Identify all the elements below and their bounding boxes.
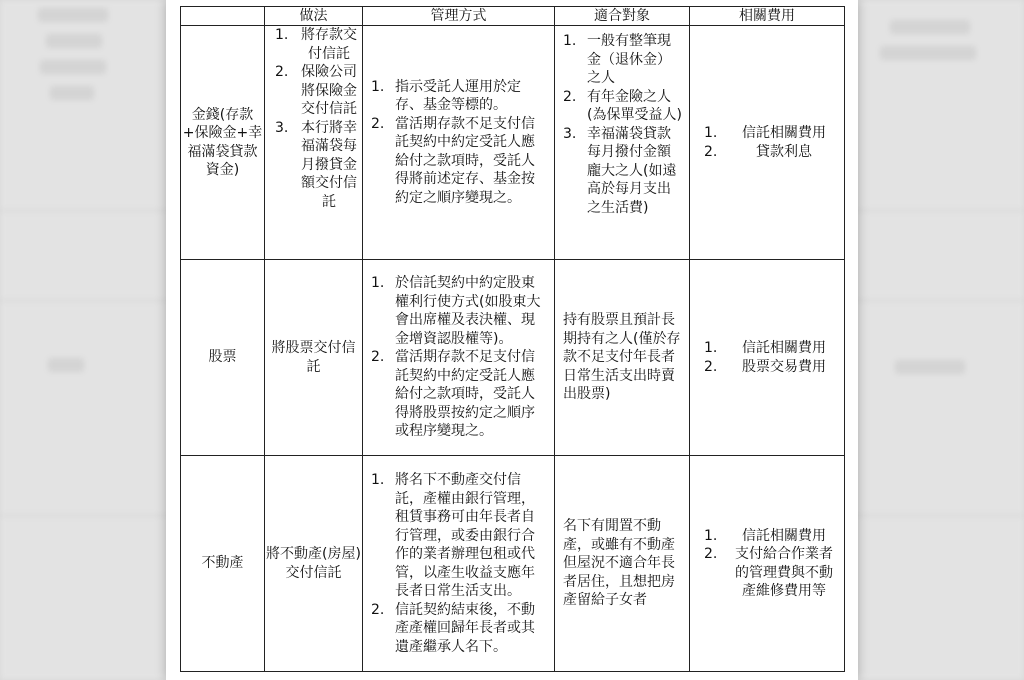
category-cell [181, 260, 265, 456]
fee-list [690, 339, 844, 376]
list-item: 2. 股票交易費用 [704, 358, 826, 375]
target-cell [555, 26, 690, 260]
category-cell [181, 26, 265, 260]
header-method: 做法 [265, 7, 363, 26]
target-list [555, 26, 689, 217]
document-page [166, 0, 858, 680]
trust-comparison-table [180, 6, 845, 672]
fee-cell [690, 456, 845, 672]
method-cell [265, 456, 363, 672]
header-target: 適合對象 [555, 7, 690, 26]
list-item: 3. 幸福滿袋貸款每月撥付金額龐大之人(如遠高於每月支出之生活費) [563, 125, 677, 216]
list-item: 1. 於信託契約中約定股東權利行使方式(如股東大會出席權及表決權、現金增資認股權等)。 [371, 275, 541, 347]
list-item: 2. 貸款利息 [704, 143, 812, 160]
target-cell [555, 456, 690, 672]
list-item: 2. 支付給合作業者的管理費與不動產維修費用等 [704, 546, 833, 599]
list-item: 1. 一般有整筆現金（退休金）之人 [563, 33, 671, 86]
list-item: 2. 有年金險之人(為保單受益人) [563, 88, 682, 123]
method-cell [265, 260, 363, 456]
list-item: 3. 本行將幸福滿袋每月撥貸金額交付信託 [275, 119, 357, 210]
list-item: 2. 當活期存款不足支付信託契約中約定受託人應給付之款項時，受託人得將前述定存、基金按約定之順序變現之。 [371, 115, 535, 206]
fee-list [690, 527, 844, 601]
method-text: 將股票交付信託 [271, 340, 356, 375]
list-item: 1. 將存款交付信託 [275, 27, 357, 62]
management-cell [363, 456, 555, 672]
method-list [265, 26, 362, 211]
list-item: 1. 信託相關費用 [704, 125, 826, 141]
table-header-row [181, 7, 845, 26]
management-list [363, 274, 554, 441]
table-row [181, 26, 845, 260]
management-cell [363, 260, 555, 456]
list-item: 1. 指示受託人運用於定存、基金等標的。 [371, 78, 521, 114]
list-item: 2. 保險公司將保險金交付信託 [275, 64, 357, 117]
management-cell [363, 26, 555, 260]
table-row [181, 456, 845, 672]
target-text: 持有股票且預計長期持有之人(僅於存款不足支付年長者日常生活支出時賣出股票) [563, 312, 681, 403]
category-label: 金錢(存款+保險金+幸福滿袋貸款資金) [182, 106, 263, 178]
header-management: 管理方式 [363, 7, 555, 26]
method-cell [265, 26, 363, 260]
header-blank [181, 7, 265, 26]
list-item: 1. 信託相關費用 [704, 527, 826, 544]
fee-list [690, 124, 844, 161]
fee-cell [690, 26, 845, 260]
fee-cell [690, 260, 845, 456]
list-item: 2. 當活期存款不足支付信託契約中約定受託人應給付之款項時，受託人得將股票按約定之順序或程序變現之。 [371, 349, 535, 440]
category-label: 股票 [208, 349, 237, 366]
management-list [363, 78, 554, 208]
management-list [363, 471, 554, 656]
target-cell [555, 260, 690, 456]
table-row [181, 260, 845, 456]
method-text: 將不動產(房屋)交付信託 [266, 546, 361, 581]
header-fees: 相關費用 [690, 7, 845, 26]
list-item: 1. 信託相關費用 [704, 340, 826, 356]
category-label: 不動產 [201, 555, 244, 572]
target-text: 名下有閒置不動產，或雖有不動產但屋況不適合年長者居住，且想把房產留給子女者 [563, 518, 675, 609]
list-item: 2. 信託契約結束後，不動產產權回歸年長者或其遺產繼承人名下。 [371, 601, 535, 655]
category-cell [181, 456, 265, 672]
list-item: 1. 將名下不動產交付信託，產權由銀行管理，租賃事務可由年長者自行管理，或委由銀行合作的業者辦理包租或代管，以產生收益支應年長者日常生活支出。 [371, 472, 535, 599]
